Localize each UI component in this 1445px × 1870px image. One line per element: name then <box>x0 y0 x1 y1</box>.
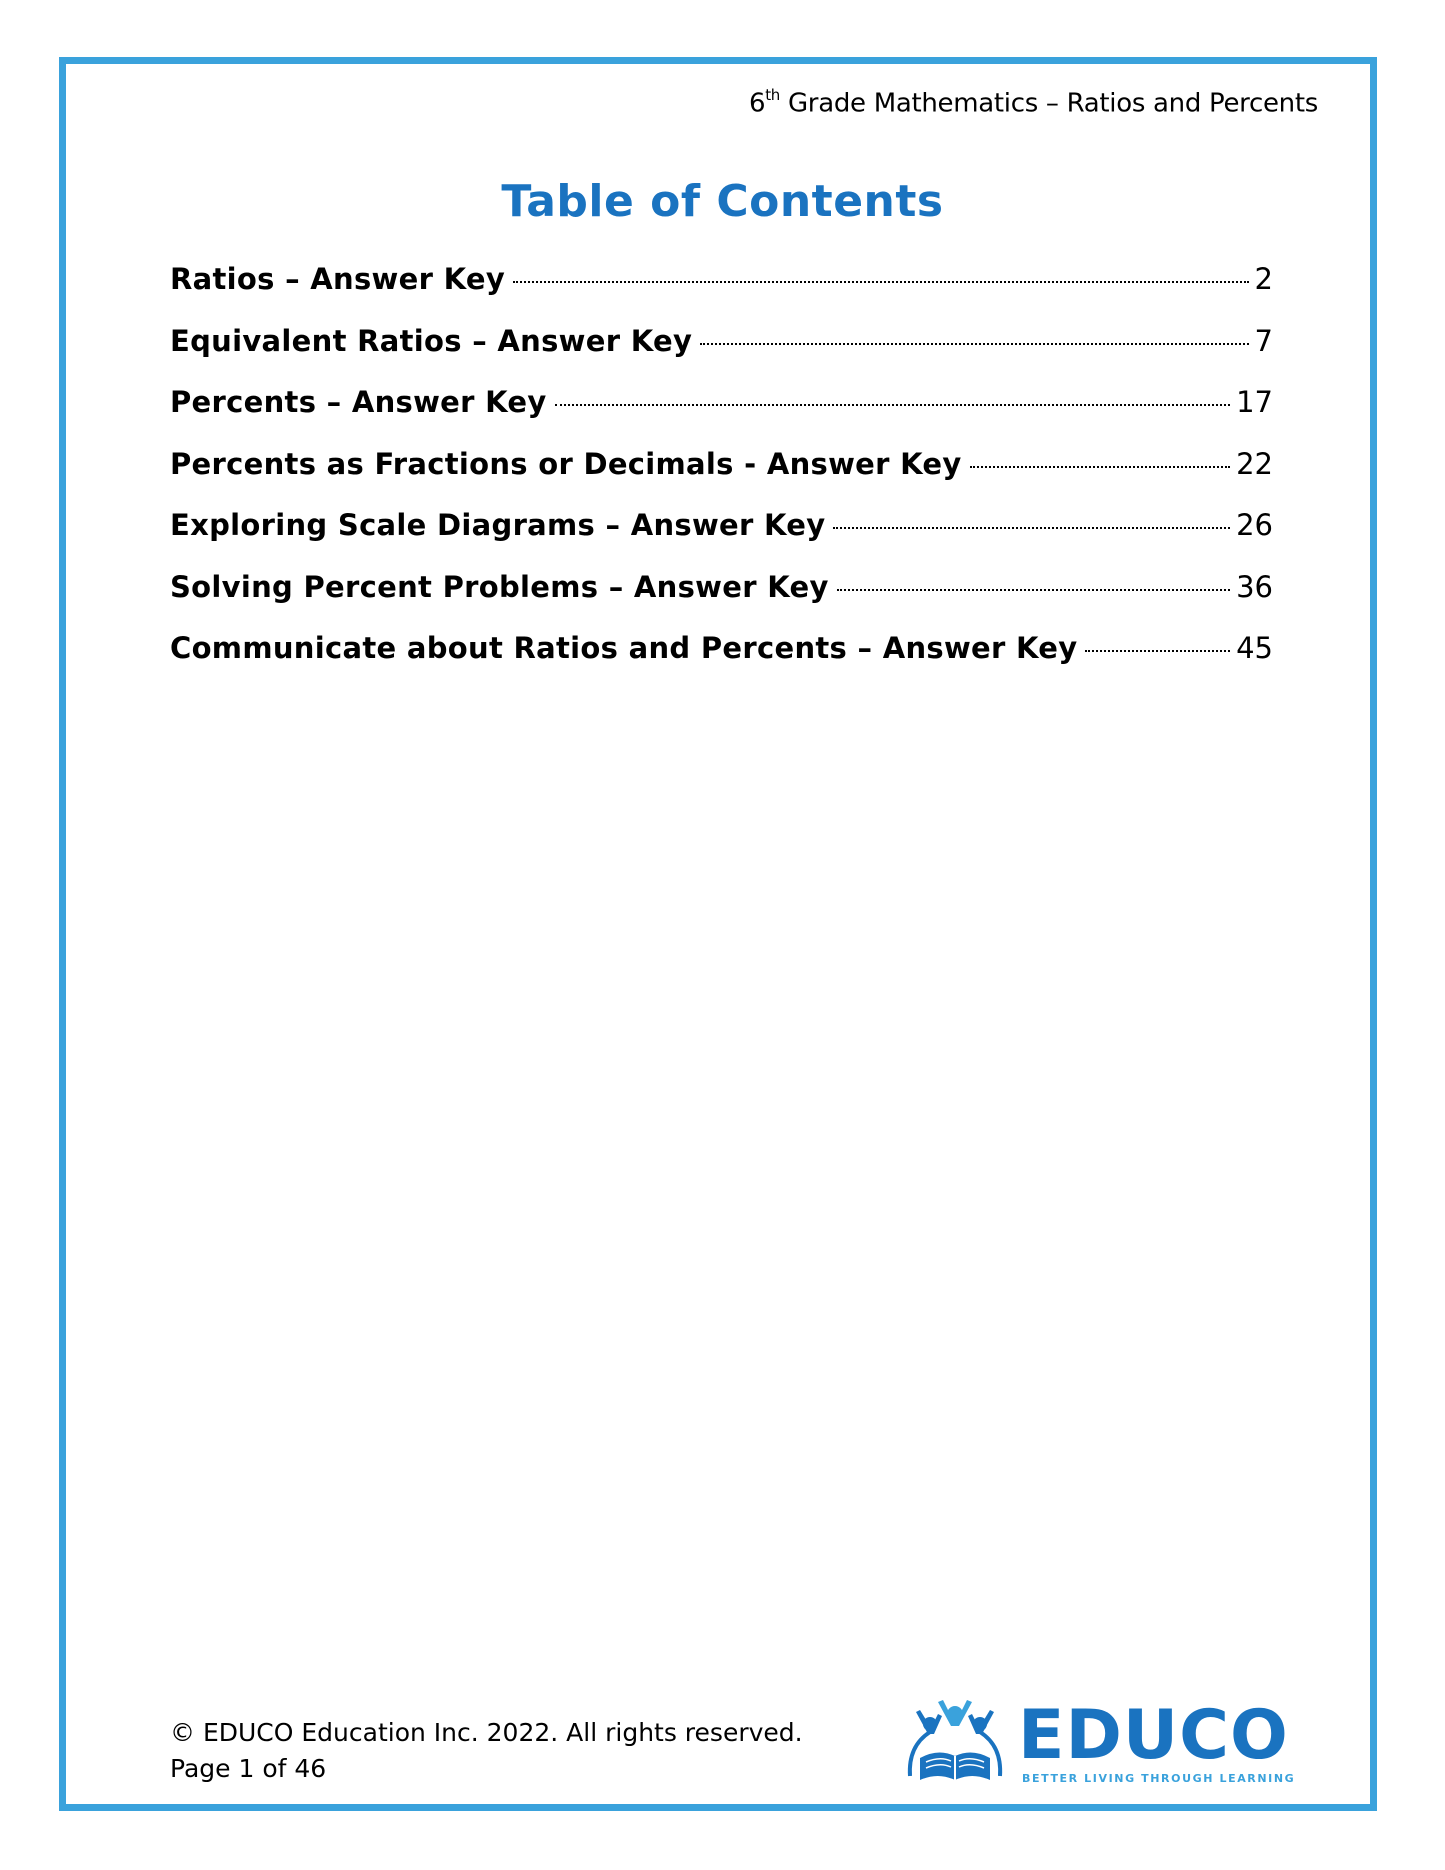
dot-leader <box>970 466 1231 468</box>
dot-leader <box>555 404 1231 406</box>
toc-entry-label[interactable]: Ratios – Answer Key <box>170 262 506 296</box>
header-grade-suffix: th <box>765 86 780 104</box>
toc-entry-page[interactable]: 2 <box>1254 262 1273 296</box>
header-grade-number: 6 <box>748 88 766 119</box>
dot-leader <box>700 343 1248 345</box>
toc-entry-page[interactable]: 7 <box>1254 323 1273 358</box>
toc-entry-page[interactable]: 26 <box>1236 508 1273 542</box>
logo-tagline: BETTER LIVING THROUGH LEARNING <box>1022 1772 1296 1785</box>
toc-entry[interactable] <box>170 447 1273 509</box>
toc-entry-label[interactable]: Percents – Answer Key <box>170 385 547 419</box>
header-course-title: Grade Mathematics – Ratios and Percents <box>780 88 1318 119</box>
toc-entry-page[interactable]: 45 <box>1236 631 1273 665</box>
toc-entry-label[interactable]: Percents as Fractions or Decimals - Answer Key <box>170 446 962 481</box>
dot-leader <box>837 589 1230 591</box>
educo-logo <box>900 1696 1296 1790</box>
toc-entry[interactable] <box>170 508 1273 570</box>
dot-leader <box>833 527 1230 529</box>
educo-people-book-icon <box>900 1698 1010 1790</box>
toc-entry[interactable] <box>170 385 1273 447</box>
logo-wordmark: EDUCO <box>1018 1696 1289 1775</box>
toc-list <box>170 262 1273 693</box>
toc-entry-page[interactable]: 36 <box>1236 569 1273 604</box>
footer-copyright: © EDUCO Education Inc. 2022. All rights reserved. <box>170 1718 803 1747</box>
toc-entry[interactable] <box>170 324 1273 386</box>
footer-page-number: Page 1 of 46 <box>170 1754 327 1783</box>
page-title: Table of Contents <box>501 176 944 227</box>
toc-entry[interactable] <box>170 631 1273 693</box>
toc-entry-page[interactable]: 22 <box>1236 446 1273 481</box>
toc-entry-label[interactable]: Equivalent Ratios – Answer Key <box>170 323 693 358</box>
toc-entry-label[interactable]: Communicate about Ratios and Percents – Answer Key <box>170 631 1078 665</box>
toc-entry-label[interactable]: Exploring Scale Diagrams – Answer Key <box>170 508 826 542</box>
toc-entry-page[interactable]: 17 <box>1236 385 1273 419</box>
running-header <box>749 88 1318 119</box>
toc-entry[interactable] <box>170 262 1273 324</box>
toc-entry-label[interactable]: Solving Percent Problems – Answer Key <box>170 569 829 604</box>
dot-leader <box>1085 650 1230 652</box>
toc-entry[interactable] <box>170 570 1273 632</box>
dot-leader <box>513 281 1249 283</box>
